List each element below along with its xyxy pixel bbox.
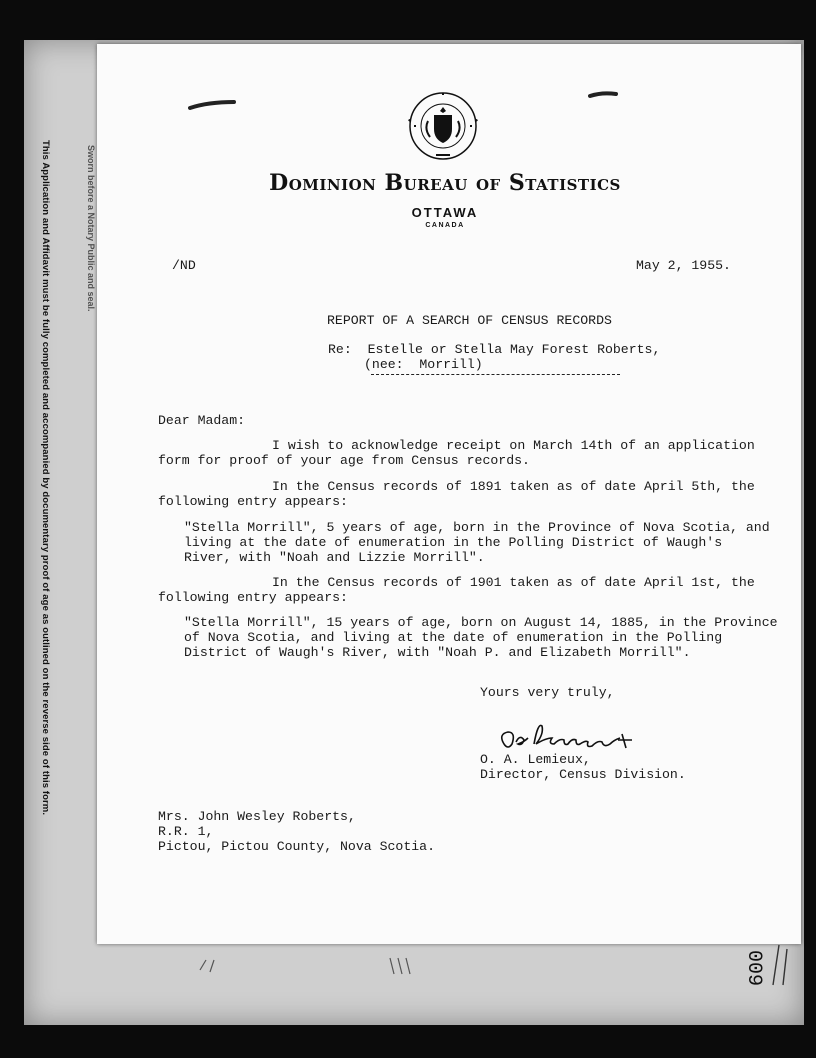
letter-date: May 2, 1955. — [636, 258, 731, 273]
paragraph-1-line-2: form for proof of your age from Census records. — [158, 453, 530, 468]
form-number: 009 — [742, 950, 765, 987]
paragraph-1-line-1: I wish to acknowledge receipt on March 14th of an application — [272, 438, 755, 453]
census-1891-entry-line-2: living at the date of enumeration in the Polling District of Waugh's — [184, 535, 723, 550]
census-1891-entry-line-3: River, with "Noah and Lizzie Morrill". — [184, 550, 485, 565]
report-subject: REPORT OF A SEARCH OF CENSUS RECORDS — [327, 313, 612, 328]
subject-underline — [371, 374, 620, 375]
paragraph-3-line-1: In the Census records of 1901 taken as of date April 1st, the — [272, 575, 755, 590]
paragraph-2-line-1: In the Census records of 1891 taken as of date April 5th, the — [272, 479, 755, 494]
handwriting-marks-bottom — [180, 950, 440, 980]
census-1891-entry-line-1: "Stella Morrill", 5 years of age, born in the Province of Nova Scotia, and — [184, 520, 770, 535]
ink-smudge-left — [188, 98, 238, 112]
letterhead-country: CANADA — [425, 222, 465, 229]
recipient-line-3: Pictou, Pictou County, Nova Scotia. — [158, 839, 435, 854]
letterhead-title: Dominion Bureau of Statistics — [269, 170, 621, 196]
affidavit-notary-note: Sworn before a Notary Public and seal. — [86, 145, 96, 312]
paragraph-3-line-2: following entry appears: — [158, 590, 348, 605]
signer-title: Director, Census Division. — [480, 767, 686, 782]
paragraph-2-line-2: following entry appears: — [158, 494, 348, 509]
recipient-line-1: Mrs. John Wesley Roberts, — [158, 809, 356, 824]
census-1901-entry-line-3: District of Waugh's River, with "Noah P. and Elizabeth Morrill". — [184, 645, 691, 660]
handwriting-marks-right — [765, 935, 795, 995]
reference-code: /ND — [172, 258, 196, 273]
affidavit-instruction-note: This Application and Affidavit must be fully completed and accompanied by documentary proof of age as outlined on the reverse side of this form. — [40, 140, 51, 816]
closing: Yours very truly, — [480, 685, 615, 700]
recipient-line-2: R.R. 1, — [158, 824, 214, 839]
department-seal-emblem — [408, 91, 478, 161]
ink-smudge-right — [588, 88, 618, 102]
re-line-1: Re: Estelle or Stella May Forest Roberts, — [328, 342, 661, 357]
salutation: Dear Madam: — [158, 413, 246, 428]
re-line-2: (nee: Morrill) — [364, 357, 483, 372]
signer-name: O. A. Lemieux, — [480, 752, 591, 767]
census-1901-entry-line-2: of Nova Scotia, and living at the date of enumeration in the Polling — [184, 630, 723, 645]
letterhead-city: OTTAWA — [411, 205, 479, 220]
census-1901-entry-line-1: "Stella Morrill", 15 years of age, born on August 14, 1885, in the Province — [184, 615, 778, 630]
